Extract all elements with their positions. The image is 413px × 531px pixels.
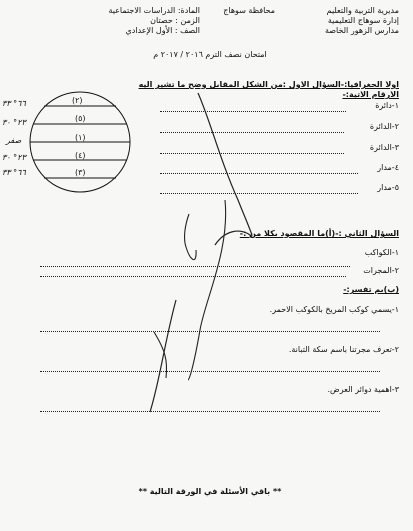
q2b-item-3: ٣-اهمية دوائر العرض. bbox=[327, 385, 399, 394]
header-left bbox=[108, 6, 200, 36]
q2-item-1: ١-الكواكب bbox=[364, 248, 399, 257]
pen-stroke bbox=[198, 93, 252, 245]
q1-heading: اولا الجغرافيا:-السؤال الاول :من الشكل المقابل وضح ما تشير اليه الارقام الاتية:- bbox=[138, 80, 399, 99]
globe-label: (٢) bbox=[72, 96, 83, 105]
q1-item-4: ٤-مدار bbox=[377, 163, 399, 172]
answer-line[interactable] bbox=[40, 371, 380, 372]
exam-title: امتحان نصف الترم ٢٠١٦ / ٢٠١٧ م bbox=[153, 50, 267, 59]
header-subject: المادة: الدراسات الاجتماعية bbox=[108, 6, 200, 15]
header-school: مدارس الزهور الخاصة bbox=[324, 26, 399, 35]
answer-line[interactable] bbox=[160, 132, 344, 133]
globe-label: (٣) bbox=[75, 168, 86, 177]
q1-item-3: ٣-الدائرة bbox=[369, 143, 399, 152]
q2b-item-2: ٢-تعرف مجرتنا باسم سكة التبانة. bbox=[288, 345, 399, 354]
pen-stroke bbox=[150, 300, 176, 412]
answer-line[interactable] bbox=[160, 111, 346, 112]
handwritten-note: ٢٣° ٣٠ bbox=[2, 153, 26, 162]
handwritten-note: ٦٦° ٣٣ bbox=[2, 99, 26, 108]
header-grade: الصف : الأول الإعدادي bbox=[125, 26, 200, 35]
header-directorate: مديرية التربية والتعليم bbox=[326, 6, 399, 15]
globe-label: (١) bbox=[75, 133, 86, 142]
answer-line[interactable] bbox=[40, 331, 380, 332]
q1-item-1: ١-دائرة bbox=[375, 101, 399, 110]
answer-line[interactable] bbox=[160, 173, 358, 174]
header-governorate: محافظة سوهاج bbox=[223, 6, 275, 15]
q1-item-5: ٥-مدار bbox=[377, 183, 399, 192]
q2b-item-1: ١-يسمي كوكب المريخ بالكوكب الاحمر. bbox=[269, 305, 399, 314]
footer-note: ** باقي الأسئلة في الورقة التالية ** bbox=[138, 487, 282, 496]
q1-item-2: ٢-الدائرة bbox=[369, 122, 399, 131]
pen-stroke bbox=[185, 214, 197, 260]
header-time: الزمن : حصتان bbox=[150, 16, 200, 25]
q2b-heading: (ب)بم تفسر:- bbox=[343, 285, 399, 294]
globe-label: (٤) bbox=[75, 151, 86, 160]
header-administration: إدارة سوهاج التعليمية bbox=[327, 16, 399, 25]
handwritten-note: ٦٦° ٣٣ bbox=[2, 168, 26, 177]
header-right bbox=[279, 6, 399, 36]
answer-line[interactable] bbox=[40, 266, 350, 267]
handwritten-note: ٢٣° ٣٠ bbox=[2, 118, 26, 127]
handwritten-note: صفر bbox=[6, 136, 22, 145]
globe-label: (٥) bbox=[75, 114, 86, 123]
q2-heading: السؤال الثاني :-(أ)ما المقصود بكلا من :- bbox=[239, 229, 399, 238]
q2-item-2: ٢-المجرات bbox=[363, 266, 399, 275]
answer-line[interactable] bbox=[40, 276, 346, 277]
answer-line[interactable] bbox=[40, 411, 380, 412]
answer-line[interactable] bbox=[160, 193, 358, 194]
answer-line[interactable] bbox=[160, 153, 344, 154]
